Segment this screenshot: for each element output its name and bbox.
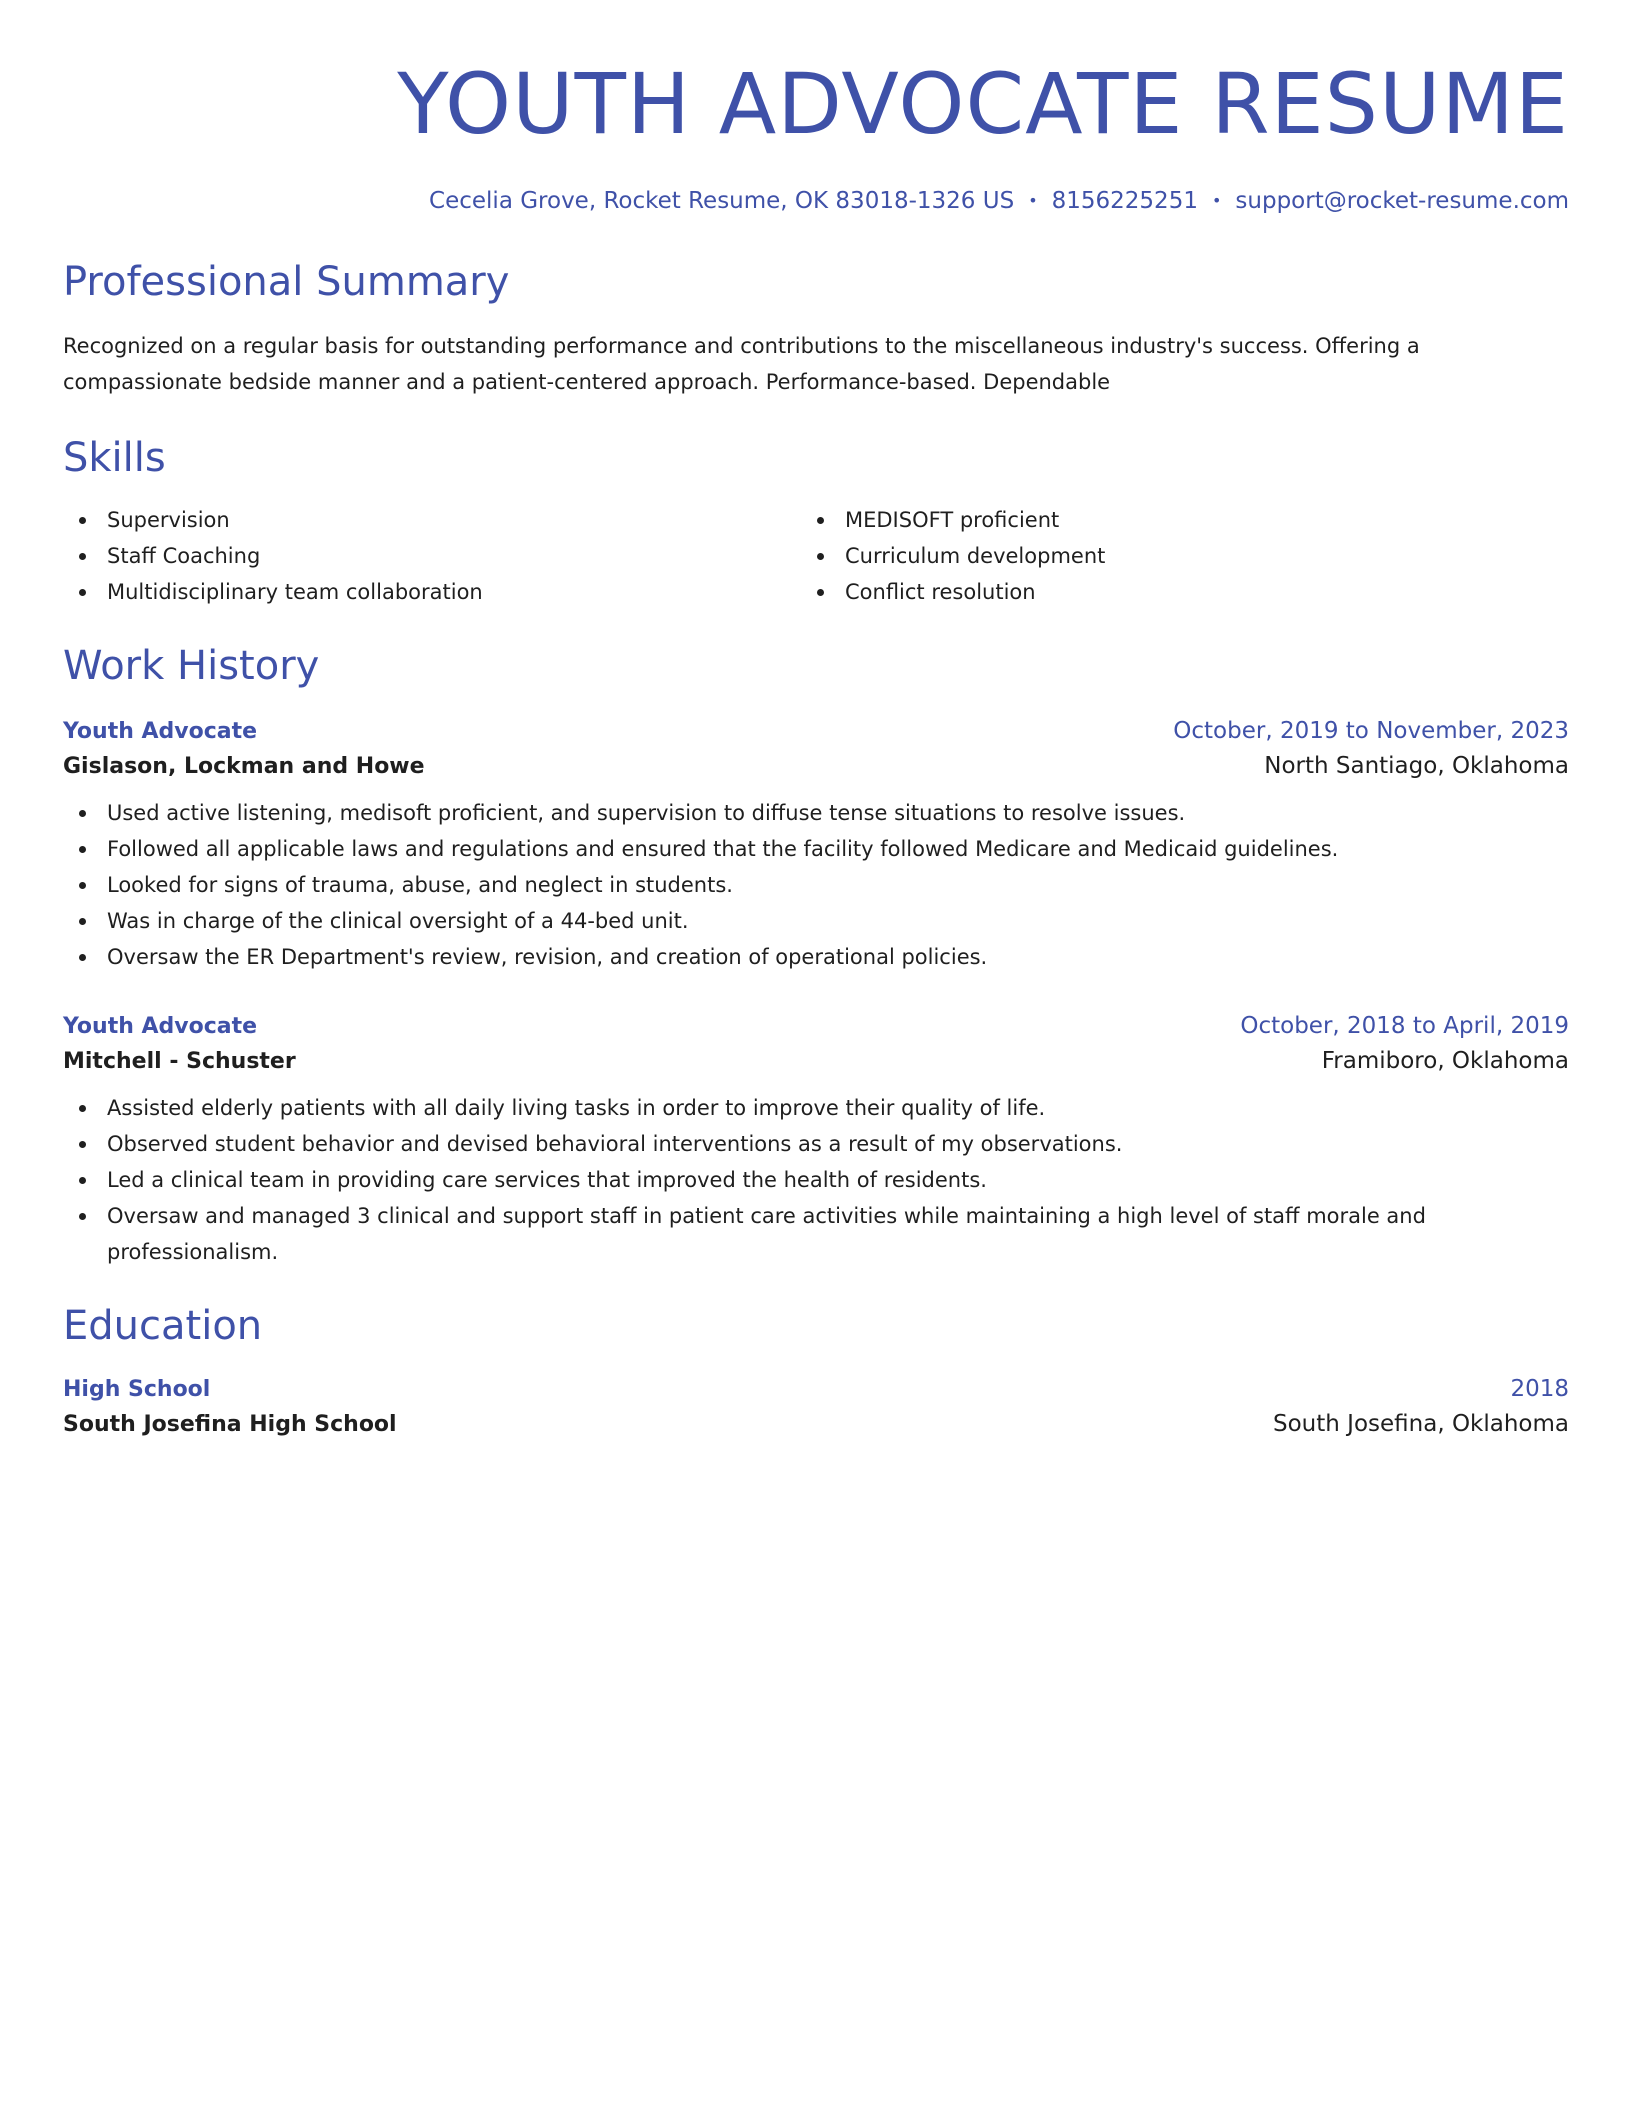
job-title-row <box>63 718 1569 744</box>
contact-separator: • <box>1211 191 1222 210</box>
skills-section <box>63 434 1569 610</box>
contact-separator: • <box>1028 191 1038 210</box>
job-bullet: Oversaw and managed 3 clinical and support staff in patient care activities while maintaining a high level of staff morale and professionalism. <box>63 1198 1503 1270</box>
resume-header <box>63 55 1569 214</box>
job-bullet: Was in charge of the clinical oversight of a 44-bed unit. <box>63 903 1503 939</box>
contact-email[interactable]: support@rocket-resume.com <box>1235 188 1569 214</box>
job-entry <box>63 718 1569 975</box>
contact-line <box>63 188 1569 214</box>
skills-list-right <box>801 502 1539 610</box>
job-title: Youth Advocate <box>63 1014 258 1039</box>
skills-columns <box>63 502 1569 610</box>
skill-item: Staff Coaching <box>63 538 801 574</box>
work-history-section <box>63 642 1569 1270</box>
section-heading-work: Work History <box>63 643 320 689</box>
job-bullet: Led a clinical team in providing care services that improved the health of residents. <box>63 1162 1503 1198</box>
section-heading-summary: Professional Summary <box>63 259 510 305</box>
job-title: Youth Advocate <box>63 719 258 744</box>
job-bullet: Followed all applicable laws and regulations and ensured that the facility followed Medicare and Medicaid guidelines. <box>63 831 1503 867</box>
skill-item: Conflict resolution <box>801 574 1539 610</box>
job-entry <box>63 1013 1569 1270</box>
skills-list-left <box>63 502 801 610</box>
job-employer-row <box>63 744 1569 779</box>
education-school: South Josefina High School <box>63 1412 397 1437</box>
education-year: 2018 <box>1510 1376 1569 1402</box>
resume-title: YOUTH ADVOCATE RESUME <box>397 55 1569 153</box>
job-bullets <box>63 795 1503 975</box>
job-bullet: Used active listening, medisoft proficient, and supervision to diffuse tense situations to resolve issues. <box>63 795 1503 831</box>
job-bullet: Oversaw the ER Department's review, revision, and creation of operational policies. <box>63 939 1503 975</box>
education-section <box>63 1302 1569 1437</box>
job-employer: Gislason, Lockman and Howe <box>63 754 425 779</box>
contact-phone: 8156225251 <box>1051 188 1198 214</box>
job-employer-row <box>63 1039 1569 1074</box>
job-dates: October, 2018 to April, 2019 <box>1240 1013 1569 1039</box>
skill-item: Supervision <box>63 502 801 538</box>
education-location: South Josefina, Oklahoma <box>1273 1411 1569 1437</box>
job-bullet: Observed student behavior and devised behavioral interventions as a result of my observations. <box>63 1126 1503 1162</box>
education-degree: High School <box>63 1377 211 1402</box>
job-dates: October, 2019 to November, 2023 <box>1173 718 1569 744</box>
education-degree-row <box>63 1376 1569 1402</box>
professional-summary-section <box>63 258 1569 400</box>
section-heading-skills: Skills <box>63 435 166 481</box>
skill-item: MEDISOFT proficient <box>801 502 1539 538</box>
section-heading-education: Education <box>63 1303 263 1349</box>
education-entry <box>63 1376 1569 1437</box>
job-bullet: Looked for signs of trauma, abuse, and neglect in students. <box>63 867 1503 903</box>
job-bullet: Assisted elderly patients with all daily living tasks in order to improve their quality of life. <box>63 1090 1503 1126</box>
contact-address: Cecelia Grove, Rocket Resume, OK 83018-1326 US <box>429 188 1015 214</box>
summary-text: Recognized on a regular basis for outstanding performance and contributions to the miscellaneous industry's success. Offering a compassionate bedside manner and a patient-centered approach. Performance-based. Dependable <box>63 334 1420 394</box>
job-location: North Santiago, Oklahoma <box>1264 753 1569 779</box>
skill-item: Multidisciplinary team collaboration <box>63 574 801 610</box>
job-bullets <box>63 1090 1503 1270</box>
job-employer: Mitchell - Schuster <box>63 1049 296 1074</box>
job-location: Framiboro, Oklahoma <box>1321 1048 1569 1074</box>
job-title-row <box>63 1013 1569 1039</box>
education-school-row <box>63 1402 1569 1437</box>
skill-item: Curriculum development <box>801 538 1539 574</box>
